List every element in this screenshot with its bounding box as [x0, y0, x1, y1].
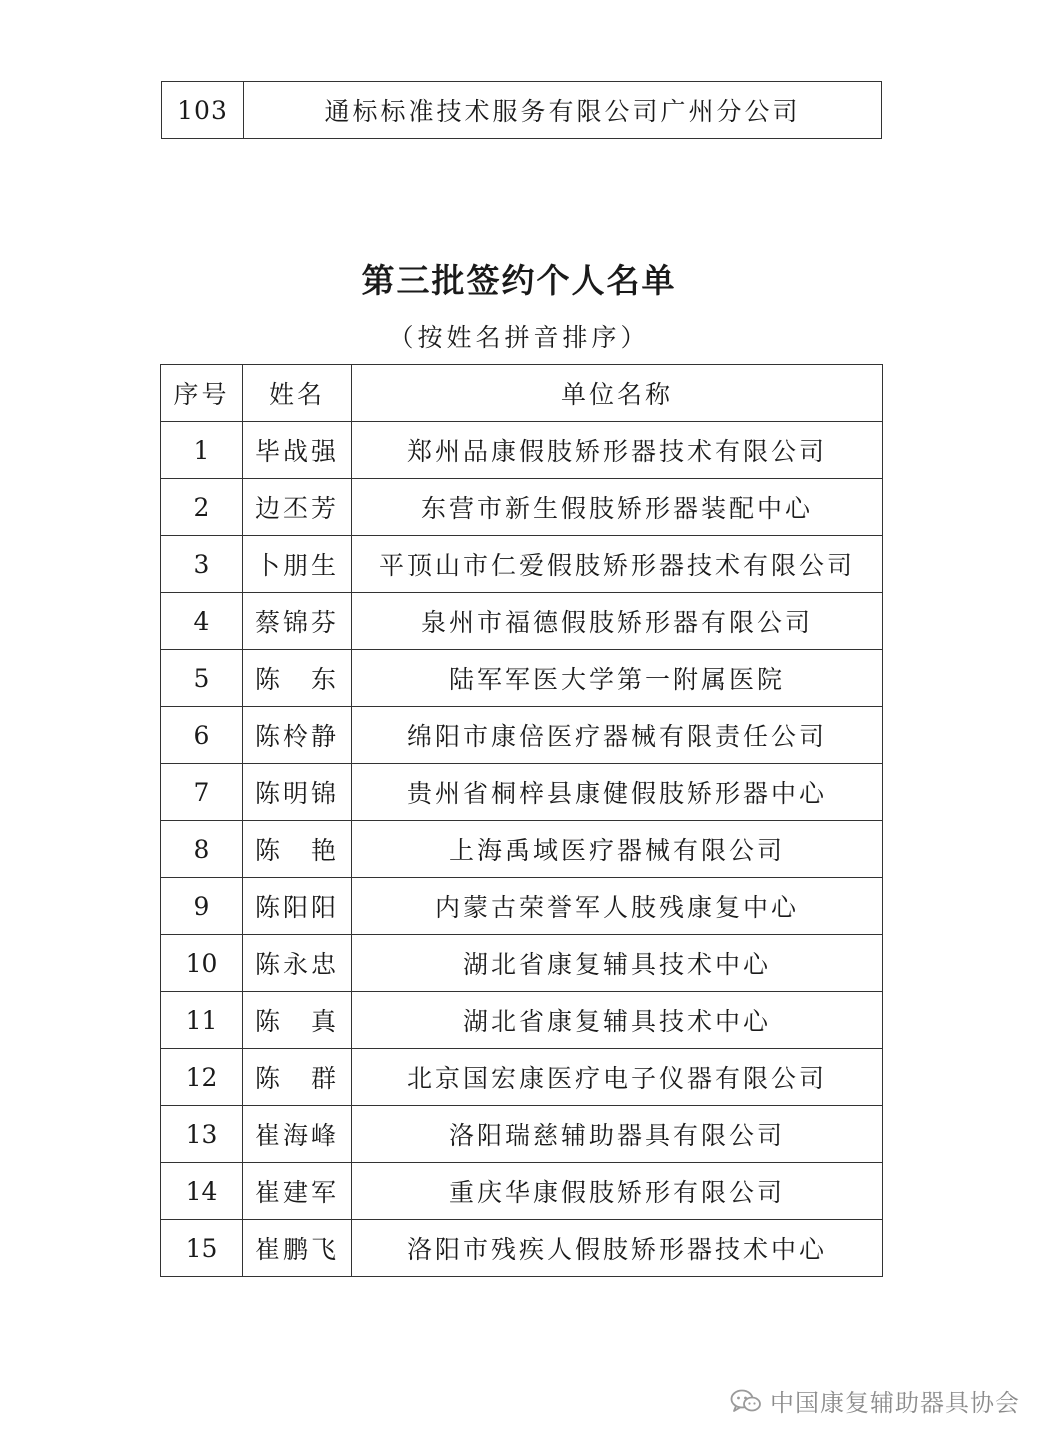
row-organization: 贵州省桐梓县康健假肢矫形器中心	[352, 764, 883, 821]
table-row	[161, 992, 883, 1049]
row-seq: 7	[161, 764, 243, 821]
row-organization: 内蒙古荣誉军人肢残康复中心	[352, 878, 883, 935]
row-organization: 郑州品康假肢矫形器技术有限公司	[352, 422, 883, 479]
row-seq: 12	[161, 1049, 243, 1106]
previous-table	[161, 81, 882, 139]
table-row	[161, 878, 883, 935]
row-name: 边丕芳	[243, 479, 352, 536]
row-name: 崔海峰	[243, 1106, 352, 1163]
row-organization: 东营市新生假肢矫形器装配中心	[352, 479, 883, 536]
page-title: 第三批签约个人名单	[361, 261, 677, 300]
row-organization: 陆军军医大学第一附属医院	[352, 650, 883, 707]
row-name: 蔡锦芬	[243, 593, 352, 650]
row-organization: 上海禹域医疗器械有限公司	[352, 821, 883, 878]
row-seq: 3	[161, 536, 243, 593]
row-organization: 重庆华康假肢矫形有限公司	[352, 1163, 883, 1220]
table-row	[161, 1106, 883, 1163]
header-seq: 序号	[161, 365, 243, 422]
prev-row-organization: 通标标准技术服务有限公司广州分公司	[244, 82, 882, 139]
row-name: 陈永忠	[243, 935, 352, 992]
row-seq: 2	[161, 479, 243, 536]
row-seq: 8	[161, 821, 243, 878]
row-name: 卜朋生	[243, 536, 352, 593]
prev-row-number: 103	[162, 82, 244, 139]
watermark	[730, 1383, 1020, 1418]
row-name: 陈阳阳	[243, 878, 352, 935]
watermark-text: 中国康复辅助器具协会	[770, 1389, 1020, 1417]
row-name: 陈 真	[243, 992, 352, 1049]
table-row	[161, 650, 883, 707]
row-name: 陈柃静	[243, 707, 352, 764]
table-row	[161, 1220, 883, 1277]
row-name: 陈 艳	[243, 821, 352, 878]
table-body	[161, 422, 883, 1277]
table-row	[161, 1049, 883, 1106]
table-row	[161, 935, 883, 992]
row-seq: 4	[161, 593, 243, 650]
row-organization: 泉州市福德假肢矫形器有限公司	[352, 593, 883, 650]
row-name: 毕战强	[243, 422, 352, 479]
table-row	[161, 479, 883, 536]
row-organization: 洛阳市残疾人假肢矫形器技术中心	[352, 1220, 883, 1277]
signed-individuals-table	[160, 364, 883, 1277]
row-name: 陈明锦	[243, 764, 352, 821]
row-name: 陈 东	[243, 650, 352, 707]
row-organization: 洛阳瑞慈辅助器具有限公司	[352, 1106, 883, 1163]
header-name: 姓名	[243, 365, 352, 422]
table-row	[161, 821, 883, 878]
table-header-row	[161, 365, 883, 422]
table-row	[161, 593, 883, 650]
row-seq: 6	[161, 707, 243, 764]
wechat-icon	[730, 1388, 762, 1414]
row-seq: 9	[161, 878, 243, 935]
table-row	[161, 707, 883, 764]
table-row	[162, 82, 882, 139]
row-name: 陈 群	[243, 1049, 352, 1106]
row-seq: 11	[161, 992, 243, 1049]
row-organization: 湖北省康复辅具技术中心	[352, 992, 883, 1049]
row-organization: 湖北省康复辅具技术中心	[352, 935, 883, 992]
table-row	[161, 764, 883, 821]
row-seq: 13	[161, 1106, 243, 1163]
row-seq: 10	[161, 935, 243, 992]
row-seq: 1	[161, 422, 243, 479]
table-row	[161, 422, 883, 479]
row-seq: 14	[161, 1163, 243, 1220]
header-organization: 单位名称	[352, 365, 883, 422]
page-subtitle: （按姓名拼音排序）	[388, 323, 650, 352]
table-row	[161, 536, 883, 593]
row-name: 崔鹏飞	[243, 1220, 352, 1277]
row-seq: 5	[161, 650, 243, 707]
row-seq: 15	[161, 1220, 243, 1277]
table-row	[161, 1163, 883, 1220]
row-organization: 绵阳市康倍医疗器械有限责任公司	[352, 707, 883, 764]
row-name: 崔建军	[243, 1163, 352, 1220]
row-organization: 平顶山市仁爱假肢矫形器技术有限公司	[352, 536, 883, 593]
row-organization: 北京国宏康医疗电子仪器有限公司	[352, 1049, 883, 1106]
